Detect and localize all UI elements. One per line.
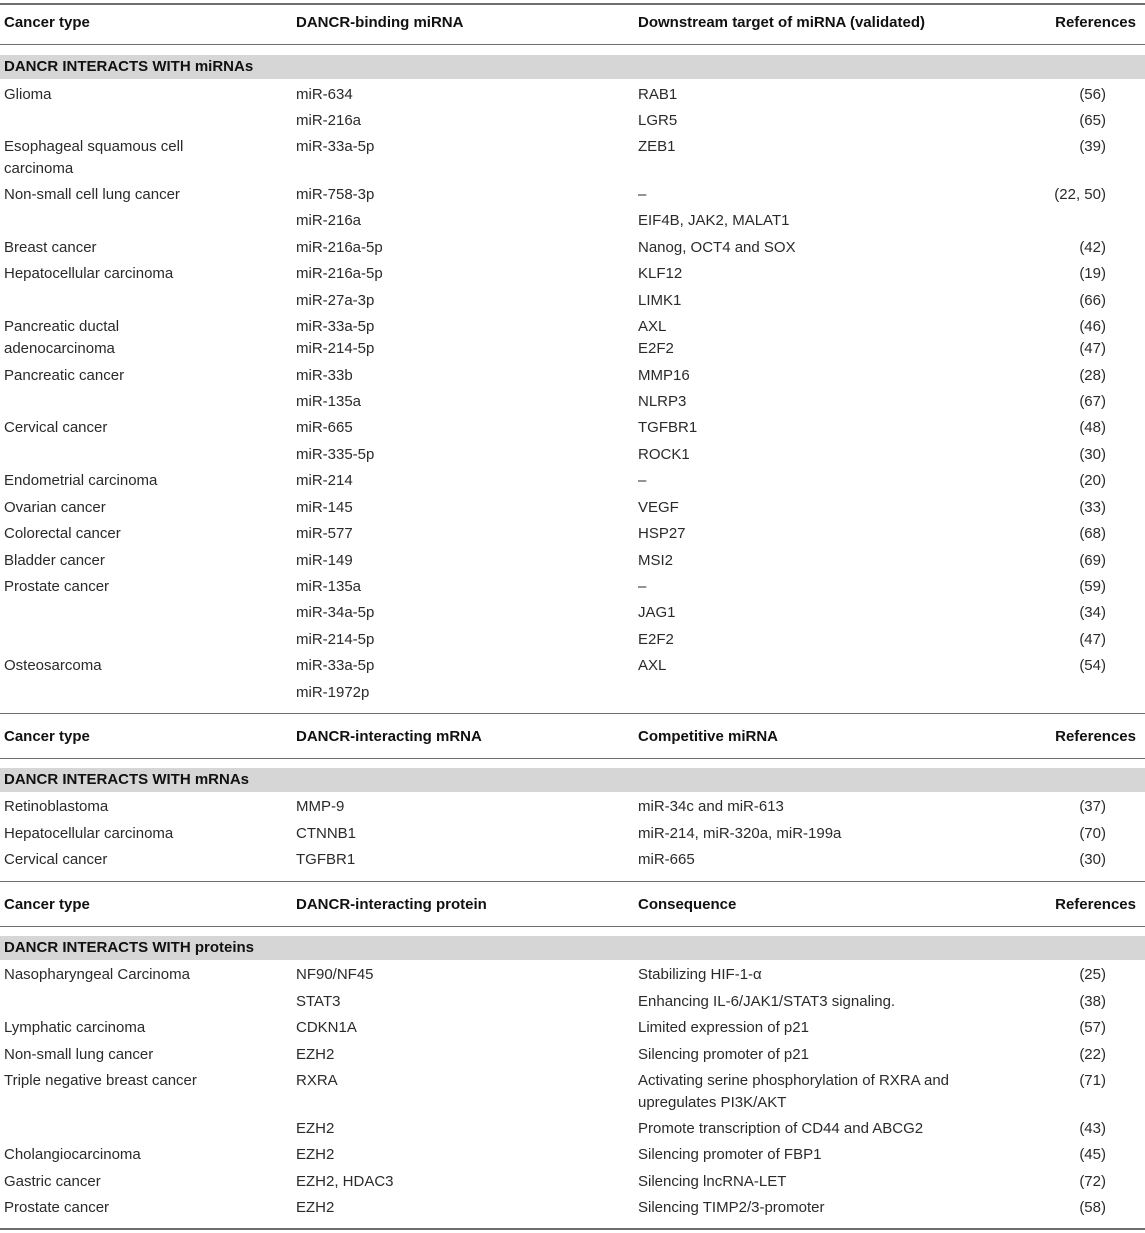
cell-mirna: miR-216a <box>296 112 362 129</box>
cell-mirna: miR-33a-5p <box>296 318 375 335</box>
cell-mirna: miR-33a-5p <box>296 657 375 674</box>
cell-mirna: miR-216a-5p <box>296 239 383 256</box>
cell-consequence: Silencing promoter of p21 <box>638 1046 809 1063</box>
cell-target: ROCK1 <box>638 446 690 463</box>
cell-protein: STAT3 <box>296 993 341 1010</box>
cell-consequence: Silencing promoter of FBP1 <box>638 1146 822 1163</box>
cell-mirna: miR-34a-5p <box>296 604 375 621</box>
header-competitive-mirna: Competitive miRNA <box>638 728 779 745</box>
cell-mrna: CTNNB1 <box>296 825 357 842</box>
cell-mirna: miR-33b <box>296 367 353 384</box>
top-rule <box>0 3 1145 5</box>
cell-consequence: Silencing TIMP2/3-promoter <box>638 1199 825 1216</box>
cell-target: AXL <box>638 657 667 674</box>
cell-consequence: Promote transcription of CD44 and ABCG2 <box>638 1120 924 1137</box>
cell-mrna: MMP-9 <box>296 798 345 815</box>
header-references: References <box>1055 728 1136 745</box>
cell-reference: (34) <box>1079 604 1106 621</box>
cell-protein: EZH2 <box>296 1120 335 1137</box>
cell-reference: (70) <box>1079 825 1106 842</box>
cell-target: E2F2 <box>638 631 674 648</box>
cell-target: Nanog, OCT4 and SOX <box>638 239 796 256</box>
cell-cancer-type: Pancreatic ductal adenocarcinoma <box>4 318 120 357</box>
cell-reference: (47) <box>1079 631 1106 648</box>
header-references: References <box>1055 14 1136 31</box>
cell-reference: (59) <box>1079 578 1106 595</box>
cell-mirna: miR-665 <box>296 419 353 436</box>
cell-reference: (42) <box>1079 239 1106 256</box>
cell-mirna: miR-214 <box>296 472 353 489</box>
cell-reference: (68) <box>1079 525 1106 542</box>
section-title: DANCR INTERACTS WITH proteins <box>4 939 254 956</box>
cell-reference: (47) <box>1079 340 1106 357</box>
cell-target: KLF12 <box>638 265 683 282</box>
header-interacting-protein: DANCR-interacting protein <box>296 896 487 913</box>
cell-mirna: miR-577 <box>296 525 353 542</box>
cell-target: LGR5 <box>638 112 678 129</box>
cell-reference: (25) <box>1079 966 1106 983</box>
cell-reference: (38) <box>1079 993 1106 1010</box>
cell-target: RAB1 <box>638 86 678 103</box>
cell-protein: NF90/NF45 <box>296 966 374 983</box>
cell-protein: EZH2 <box>296 1146 335 1163</box>
cell-consequence: Activating serine phosphorylation of RXRA and upregulates PI3K/AKT <box>638 1072 950 1111</box>
cell-mirna: miR-1972p <box>296 684 370 701</box>
cell-mirna: miR-214-5p <box>296 340 375 357</box>
cell-reference: (69) <box>1079 552 1106 569</box>
cell-cancer-type: Pancreatic cancer <box>4 367 125 384</box>
cell-reference: (71) <box>1079 1072 1106 1089</box>
header-interacting-mrna: DANCR-interacting mRNA <box>296 728 482 745</box>
cell-mirna: miR-758-3p <box>296 186 375 203</box>
cell-mirna: miR-33a-5p <box>296 138 375 155</box>
cell-competitive-mirna: miR-665 <box>638 851 695 868</box>
cell-target: MMP16 <box>638 367 690 384</box>
cell-reference: (45) <box>1079 1146 1106 1163</box>
header-references: References <box>1055 896 1136 913</box>
bottom-rule <box>0 1228 1145 1230</box>
cell-protein: EZH2 <box>296 1046 335 1063</box>
section-title: DANCR INTERACTS WITH mRNAs <box>4 771 249 788</box>
cell-cancer-type: Cervical cancer <box>4 851 108 868</box>
cell-reference: (54) <box>1079 657 1106 674</box>
cell-cancer-type: Hepatocellular carcinoma <box>4 265 174 282</box>
cell-consequence: Enhancing IL-6/JAK1/STAT3 signaling. <box>638 993 896 1010</box>
cell-mirna: miR-135a <box>296 393 362 410</box>
cell-target: MSI2 <box>638 552 674 569</box>
cell-reference: (58) <box>1079 1199 1106 1216</box>
cell-mirna: miR-27a-3p <box>296 292 375 309</box>
cell-target: – <box>638 472 647 489</box>
cell-mirna: miR-214-5p <box>296 631 375 648</box>
cell-cancer-type: Colorectal cancer <box>4 525 121 542</box>
cell-cancer-type: Breast cancer <box>4 239 97 256</box>
cell-reference: (66) <box>1079 292 1106 309</box>
cell-reference: (48) <box>1079 419 1106 436</box>
cell-cancer-type: Esophageal squamous cell carcinoma <box>4 138 184 177</box>
cell-competitive-mirna: miR-34c and miR-613 <box>638 798 784 815</box>
header-cancer-type: Cancer type <box>4 728 90 745</box>
header-cancer-type: Cancer type <box>4 14 90 31</box>
cell-target: NLRP3 <box>638 393 687 410</box>
cell-target: AXL <box>638 318 667 335</box>
cell-target: VEGF <box>638 499 679 516</box>
cell-cancer-type: Lymphatic carcinoma <box>4 1019 146 1036</box>
header-rule <box>0 758 1145 759</box>
cell-cancer-type: Hepatocellular carcinoma <box>4 825 174 842</box>
cell-reference: (56) <box>1079 86 1106 103</box>
section-title: DANCR INTERACTS WITH miRNAs <box>4 58 254 75</box>
header-downstream-target: Downstream target of miRNA (validated) <box>638 14 925 31</box>
cell-consequence: Limited expression of p21 <box>638 1019 809 1036</box>
cell-mrna: TGFBR1 <box>296 851 356 868</box>
cell-cancer-type: Glioma <box>4 86 52 103</box>
cell-protein: EZH2 <box>296 1199 335 1216</box>
cell-cancer-type: Osteosarcoma <box>4 657 102 674</box>
cell-mirna: miR-149 <box>296 552 353 569</box>
cell-cancer-type: Cervical cancer <box>4 419 108 436</box>
cell-protein: CDKN1A <box>296 1019 357 1036</box>
cell-reference: (30) <box>1079 851 1106 868</box>
cell-mirna: miR-145 <box>296 499 353 516</box>
cell-cancer-type: Non-small cell lung cancer <box>4 186 180 203</box>
cell-mirna: miR-216a-5p <box>296 265 383 282</box>
section-rule <box>0 881 1145 882</box>
cell-target: ZEB1 <box>638 138 676 155</box>
cell-reference: (43) <box>1079 1120 1106 1137</box>
cell-reference: (30) <box>1079 446 1106 463</box>
cell-mirna: miR-335-5p <box>296 446 375 463</box>
cell-consequence: Silencing lncRNA-LET <box>638 1173 787 1190</box>
cell-cancer-type: Prostate cancer <box>4 1199 110 1216</box>
header-rule <box>0 44 1145 45</box>
cell-reference: (39) <box>1079 138 1106 155</box>
cell-mirna: miR-216a <box>296 212 362 229</box>
cell-cancer-type: Retinoblastoma <box>4 798 109 815</box>
cell-target: LIMK1 <box>638 292 682 309</box>
cell-reference: (33) <box>1079 499 1106 516</box>
cell-reference: (67) <box>1079 393 1106 410</box>
cell-mirna: miR-634 <box>296 86 353 103</box>
cell-consequence: Stabilizing HIF-1-α <box>638 966 762 983</box>
cell-competitive-mirna: miR-214, miR-320a, miR-199a <box>638 825 842 842</box>
cell-cancer-type: Triple negative breast cancer <box>4 1072 197 1089</box>
header-binding-mirna: DANCR-binding miRNA <box>296 14 464 31</box>
cell-cancer-type: Nasopharyngeal Carcinoma <box>4 966 190 983</box>
header-rule <box>0 926 1145 927</box>
cell-cancer-type: Non-small lung cancer <box>4 1046 154 1063</box>
cell-reference: (46) <box>1079 318 1106 335</box>
cell-target: TGFBR1 <box>638 419 698 436</box>
cell-reference: (65) <box>1079 112 1106 129</box>
cell-reference: (22, 50) <box>1054 186 1106 203</box>
cell-target: – <box>638 578 647 595</box>
header-consequence: Consequence <box>638 896 737 913</box>
cell-reference: (20) <box>1079 472 1106 489</box>
cell-target: EIF4B, JAK2, MALAT1 <box>638 212 790 229</box>
cell-target: JAG1 <box>638 604 676 621</box>
cell-cancer-type: Gastric cancer <box>4 1173 101 1190</box>
cell-target: E2F2 <box>638 340 674 357</box>
cell-cancer-type: Cholangiocarcinoma <box>4 1146 141 1163</box>
cell-target: HSP27 <box>638 525 686 542</box>
cell-cancer-type: Bladder cancer <box>4 552 105 569</box>
header-cancer-type: Cancer type <box>4 896 90 913</box>
cell-reference: (72) <box>1079 1173 1106 1190</box>
cell-cancer-type: Endometrial carcinoma <box>4 472 158 489</box>
cell-cancer-type: Prostate cancer <box>4 578 110 595</box>
cell-reference: (37) <box>1079 798 1106 815</box>
cell-reference: (19) <box>1079 265 1106 282</box>
cell-reference: (22) <box>1079 1046 1106 1063</box>
cell-target: – <box>638 186 647 203</box>
cell-protein: RXRA <box>296 1072 338 1089</box>
cell-reference: (57) <box>1079 1019 1106 1036</box>
cell-mirna: miR-135a <box>296 578 362 595</box>
cell-reference: (28) <box>1079 367 1106 384</box>
cell-cancer-type: Ovarian cancer <box>4 499 106 516</box>
section-rule <box>0 713 1145 714</box>
cell-protein: EZH2, HDAC3 <box>296 1173 394 1190</box>
